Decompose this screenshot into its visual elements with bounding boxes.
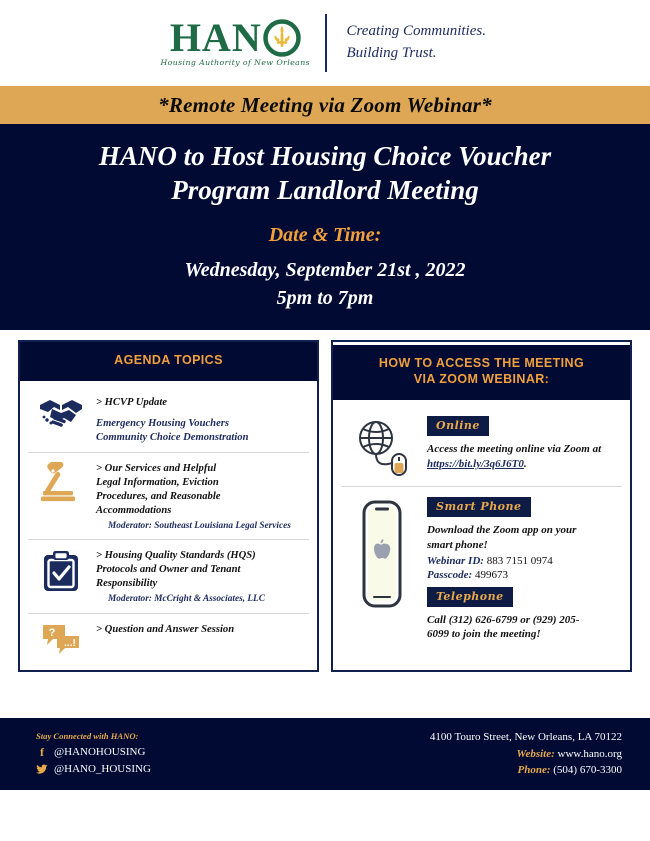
- footer-address: 4100 Touro Street, New Orleans, LA 70122: [429, 731, 622, 744]
- stay-connected-label: Stay Connected with HANO:: [36, 730, 139, 741]
- agenda-item-sub-1: Protocols and Owner and Tenant: [96, 564, 241, 576]
- agenda-item-title: > Housing Quality Standards (HQS): [96, 550, 256, 562]
- svg-text:?: ?: [48, 626, 56, 639]
- footer-website-row: [430, 746, 622, 763]
- gavel-icon: [34, 460, 88, 502]
- twitter-handle: @HANO_HOUSING: [54, 762, 151, 775]
- access-online-content: [427, 414, 618, 471]
- globe-mouse-icon: [347, 414, 417, 478]
- agenda-item-sub-2: Procedures, and Reasonable: [96, 491, 221, 503]
- facebook-handle: @HANOHOUSING: [54, 745, 146, 758]
- page-title: [45, 140, 605, 208]
- footer-contact-block: [430, 729, 622, 779]
- website-label: Website:: [516, 747, 555, 760]
- webinar-id-value: 883 7151 0974: [486, 554, 553, 567]
- agenda-item: [28, 614, 309, 664]
- datetime-label: Date & Time:: [268, 223, 382, 246]
- smartphone-icon: [347, 495, 417, 611]
- twitter-row[interactable]: [36, 761, 151, 778]
- agenda-item-moderator: Moderator: Southeast Louisiana Legal Services: [108, 521, 291, 532]
- access-heading-line-1: HOW TO ACCESS THE MEETING: [378, 355, 585, 370]
- fleur-de-lis-o-icon: [263, 19, 301, 57]
- svg-text:...!: ...!: [64, 637, 76, 649]
- smartphone-instructions: [427, 523, 618, 552]
- agenda-item-moderator: Moderator: McCright & Associates, LLC: [108, 594, 265, 605]
- agenda-item-title: > Question and Answer Session: [96, 623, 235, 635]
- telephone-text-line-2: 6099 to join the meeting!: [427, 628, 541, 641]
- agenda-item-title: > Our Services and Helpful: [96, 463, 217, 475]
- agenda-item: [28, 540, 309, 613]
- webinar-id-label: Webinar ID:: [427, 554, 484, 567]
- handshake-icon: [34, 394, 88, 430]
- remote-meeting-banner: [0, 86, 650, 124]
- webinar-id-row: [427, 555, 618, 567]
- logo-tagline: Housing Authority of New Orleans: [160, 58, 311, 67]
- website-value: www.hano.org: [554, 747, 622, 760]
- passcode-value: 499673: [474, 568, 508, 581]
- logo-wordmark: [169, 15, 301, 60]
- facebook-icon: f: [40, 744, 44, 759]
- agenda-item-text: [96, 547, 265, 605]
- remote-meeting-banner-text: *Remote Meeting via Zoom Webinar*: [158, 92, 492, 117]
- online-text-before: Access the meeting online via Zoom at: [427, 443, 602, 456]
- agenda-item-sub-2: Responsibility: [96, 578, 158, 590]
- access-panel-body: [333, 400, 630, 669]
- online-text-after: .: [523, 457, 527, 470]
- online-instructions: [427, 442, 618, 471]
- agenda-panel-heading: AGENDA TOPICS: [20, 342, 317, 381]
- access-smartphone-content: [427, 495, 618, 642]
- telephone-block: [427, 587, 618, 642]
- agenda-panel: [18, 340, 319, 672]
- footer-social-block: [36, 731, 151, 778]
- clipboard-check-icon: [34, 547, 88, 593]
- logo-divider: [325, 14, 327, 72]
- phone-value: (504) 670-3300: [550, 764, 622, 777]
- zoom-meeting-link[interactable]: https://bit.ly/3q6J6T0: [427, 457, 524, 470]
- footer-phone-row: [430, 762, 622, 779]
- agenda-item: [28, 453, 309, 540]
- telephone-instructions: [427, 613, 618, 642]
- agenda-item-title: > HCVP Update: [96, 397, 167, 409]
- logo-text-han: HAN: [169, 15, 262, 60]
- smartphone-badge: Smart Phone: [427, 497, 531, 517]
- passcode-row: [427, 569, 618, 581]
- slogan-line-2: Building Trust.: [346, 45, 437, 61]
- agenda-item-text: [96, 621, 234, 637]
- page-title-line-2: Program Landlord Meeting: [171, 174, 479, 205]
- phone-label: Phone:: [517, 764, 551, 777]
- agenda-item-sub-3: Accommodations: [96, 505, 172, 517]
- access-heading-line-2: VIA ZOOM WEBINAR:: [413, 372, 550, 387]
- telephone-badge: Telephone: [427, 587, 513, 607]
- access-smartphone-row: [341, 487, 622, 650]
- twitter-icon: [36, 764, 48, 775]
- question-answer-icon: [34, 621, 88, 657]
- passcode-label: Passcode:: [427, 568, 473, 581]
- agenda-item: [28, 387, 309, 453]
- page-footer: [0, 718, 650, 790]
- smartphone-text-line-2: smart phone!: [427, 538, 488, 551]
- facebook-row[interactable]: [36, 743, 151, 761]
- smartphone-text-line-1: Download the Zoom app on your: [427, 524, 577, 537]
- header-logo-band: [0, 0, 650, 86]
- agenda-item-text: [96, 394, 248, 445]
- online-badge: Online: [427, 416, 489, 436]
- hano-logo: [160, 15, 324, 67]
- agenda-item-sub-2: Community Choice Demonstration: [96, 432, 249, 444]
- agenda-item-sub-1: Emergency Housing Vouchers: [96, 418, 230, 430]
- agenda-item-sub-1: Legal Information, Eviction: [96, 477, 219, 489]
- meeting-time: 5pm to 7pm: [276, 286, 374, 309]
- meeting-date: Wednesday, September 21st , 2022: [184, 258, 466, 281]
- access-panel-heading: [333, 345, 630, 401]
- access-panel: [331, 340, 632, 672]
- hero-section: [0, 124, 650, 330]
- agenda-panel-body: [20, 381, 317, 669]
- access-online-row: [341, 406, 622, 487]
- telephone-text-line-1: Call (312) 626-6799 or (929) 205-: [427, 613, 580, 626]
- slogan-line-1: Creating Communities.: [346, 23, 486, 40]
- content-panels: [0, 330, 650, 672]
- page-title-line-1: HANO to Host Housing Choice Voucher: [98, 141, 552, 171]
- agenda-item-text: [96, 460, 291, 532]
- brand-slogan: [347, 21, 486, 65]
